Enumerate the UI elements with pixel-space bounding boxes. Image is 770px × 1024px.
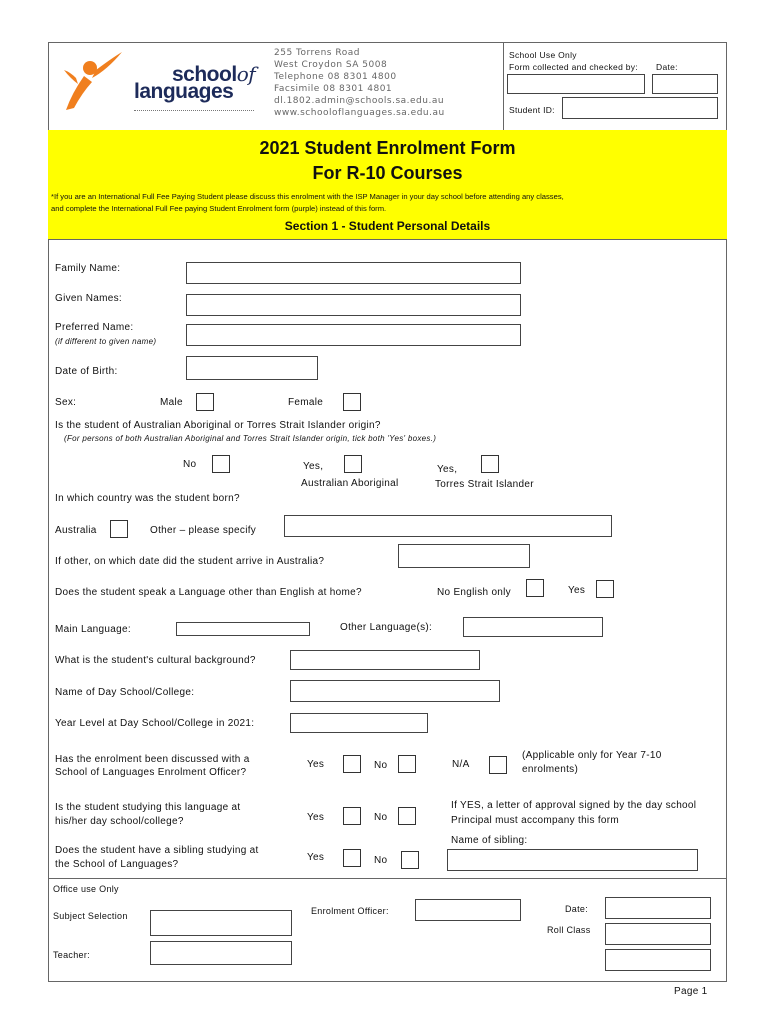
form-collected-label: Form collected and checked by: [509, 62, 639, 72]
female-checkbox[interactable] [343, 393, 361, 411]
discussed-na-checkbox[interactable] [489, 756, 507, 774]
section-bottom-rule [48, 239, 727, 240]
logo-dotted-rule [134, 110, 254, 111]
day-school-field[interactable] [290, 680, 500, 702]
other-languages-label: Other Language(s): [340, 622, 433, 633]
dob-field[interactable] [186, 356, 318, 380]
aboriginal-question: Is the student of Australian Aboriginal or Torres Strait Islander origin? [55, 420, 381, 431]
language-question: Does the student speak a Language other than English at home? [55, 587, 362, 598]
page-number: Page 1 [674, 986, 708, 997]
aboriginal-note: (For persons of both Australian Aboriginal and Torres Strait Islander origin, tick both 'Yes' boxes.) [64, 434, 437, 443]
office-date-label: Date: [565, 904, 589, 914]
website: www.schooloflanguages.sa.edu.au [274, 108, 445, 118]
year-level-field[interactable] [290, 713, 428, 733]
section-1-heading: Section 1 - Student Personal Details [284, 219, 491, 233]
discussed-yes-checkbox[interactable] [343, 755, 361, 773]
preferred-name-label: Preferred Name: [55, 322, 134, 333]
applicable-note-2: enrolments) [522, 764, 579, 775]
aus-aboriginal-checkbox[interactable] [344, 455, 362, 473]
studying-no-checkbox[interactable] [398, 807, 416, 825]
runner-icon [62, 48, 132, 114]
telephone: Telephone 08 8301 4800 [274, 72, 397, 82]
discussed-question-1: Has the enrolment been discussed with a [55, 754, 250, 765]
school-use-date-label: Date: [656, 62, 678, 72]
studying-no-label: No [374, 812, 388, 823]
australia-label: Australia [55, 525, 97, 536]
arrive-question: If other, on which date did the student arrive in Australia? [55, 556, 325, 567]
roll-class-field[interactable] [605, 923, 711, 945]
school-logo [62, 48, 262, 114]
approval-note-1: If YES, a letter of approval signed by the day school [451, 800, 697, 811]
cultural-field[interactable] [290, 650, 480, 670]
torres-checkbox[interactable] [481, 455, 499, 473]
top-border [48, 42, 727, 43]
family-name-field[interactable] [186, 262, 521, 284]
torres-yes-label: Yes, [437, 464, 458, 475]
subject-selection-label: Subject Selection [53, 911, 128, 921]
discussed-question-2: School of Languages Enrolment Officer? [55, 767, 247, 778]
main-language-label: Main Language: [55, 624, 131, 635]
office-use-title: Office use Only [53, 884, 119, 894]
family-name-label: Family Name: [55, 263, 121, 274]
enrolment-officer-label: Enrolment Officer: [311, 906, 389, 916]
office-divider [48, 878, 727, 879]
male-checkbox[interactable] [196, 393, 214, 411]
other-country-field[interactable] [284, 515, 612, 537]
cultural-label: What is the student's cultural background? [55, 655, 256, 666]
other-specify-label: Other – please specify [150, 525, 257, 536]
studying-question-1: Is the student studying this language at [55, 802, 241, 813]
sibling-name-label: Name of sibling: [451, 835, 528, 846]
discussed-na-label: N/A [452, 759, 470, 770]
main-language-field[interactable] [176, 622, 310, 636]
address-line-1: 255 Torrens Road [274, 48, 360, 58]
sibling-yes-checkbox[interactable] [343, 849, 361, 867]
school-use-title: School Use Only [509, 50, 577, 60]
enrolment-officer-field[interactable] [415, 899, 521, 921]
facsimile: Facsimile 08 8301 4801 [274, 84, 393, 94]
sibling-name-field[interactable] [447, 849, 698, 871]
applicable-note-1: (Applicable only for Year 7-10 [522, 750, 662, 761]
discussed-yes-label: Yes [307, 759, 325, 770]
female-label: Female [288, 397, 324, 408]
student-id-label: Student ID: [509, 105, 555, 115]
sibling-question-2: the School of Languages? [55, 859, 179, 870]
teacher-label: Teacher: [53, 950, 90, 960]
year-level-label: Year Level at Day School/College in 2021: [55, 718, 255, 729]
discussed-no-label: No [374, 760, 388, 771]
day-school-label: Name of Day School/College: [55, 687, 195, 698]
no-english-checkbox[interactable] [526, 579, 544, 597]
approval-note-2: Principal must accompany this form [451, 815, 620, 826]
sibling-question-1: Does the student have a sibling studying at [55, 845, 259, 856]
bottom-border [48, 981, 727, 982]
notice-line-1: *If you are an International Full Fee Paying Student please discuss this enrolment with the ISP Manager in your day school before attending any classes, [51, 192, 564, 201]
form-title: 2021 Student Enrolment Form [259, 138, 516, 158]
logo-word-of: of [236, 62, 256, 86]
logo-word-languages: languages [134, 80, 234, 103]
sibling-no-checkbox[interactable] [401, 851, 419, 869]
roll-class-label: Roll Class [547, 925, 591, 935]
address-line-2: West Croydon SA 5008 [274, 60, 388, 70]
studying-yes-checkbox[interactable] [343, 807, 361, 825]
preferred-name-note: (if different to given name) [55, 337, 157, 346]
studying-yes-label: Yes [307, 812, 325, 823]
aus-aboriginal-label: Australian Aboriginal [301, 478, 399, 489]
sibling-no-label: No [374, 855, 388, 866]
collected-by-field[interactable] [507, 74, 645, 94]
school-use-date-field[interactable] [652, 74, 718, 94]
torres-label: Torres Strait Islander [435, 479, 534, 490]
sibling-yes-label: Yes [307, 852, 325, 863]
australia-checkbox[interactable] [110, 520, 128, 538]
discussed-no-checkbox[interactable] [398, 755, 416, 773]
preferred-name-field[interactable] [186, 324, 521, 346]
notice-line-2: and complete the International Full Fee paying Student Enrolment form (purple) instead of this form. [51, 204, 387, 213]
email: dl.1802.admin@schools.sa.edu.au [274, 96, 445, 106]
aus-aboriginal-yes-label: Yes, [303, 461, 324, 472]
country-question: In which country was the student born? [55, 493, 240, 504]
other-languages-field[interactable] [463, 617, 603, 637]
arrive-date-field[interactable] [398, 544, 530, 568]
studying-question-2: his/her day school/college? [55, 816, 184, 827]
aboriginal-no-label: No [183, 459, 197, 470]
sex-label: Sex: [55, 397, 77, 408]
dob-label: Date of Birth: [55, 366, 118, 377]
given-names-field[interactable] [186, 294, 521, 316]
male-label: Male [160, 397, 183, 408]
office-date-field[interactable] [605, 897, 711, 919]
form-subtitle: For R-10 Courses [312, 163, 463, 183]
office-extra-field[interactable] [605, 949, 711, 971]
logo-word-school: school [172, 63, 237, 86]
subject-selection-field[interactable] [150, 910, 292, 936]
lang-yes-label: Yes [568, 585, 586, 596]
school-use-divider [503, 42, 504, 130]
aboriginal-no-checkbox[interactable] [212, 455, 230, 473]
lang-yes-checkbox[interactable] [596, 580, 614, 598]
given-names-label: Given Names: [55, 293, 122, 304]
student-id-field[interactable] [562, 97, 718, 119]
teacher-field[interactable] [150, 941, 292, 965]
no-english-label: No English only [437, 587, 511, 598]
